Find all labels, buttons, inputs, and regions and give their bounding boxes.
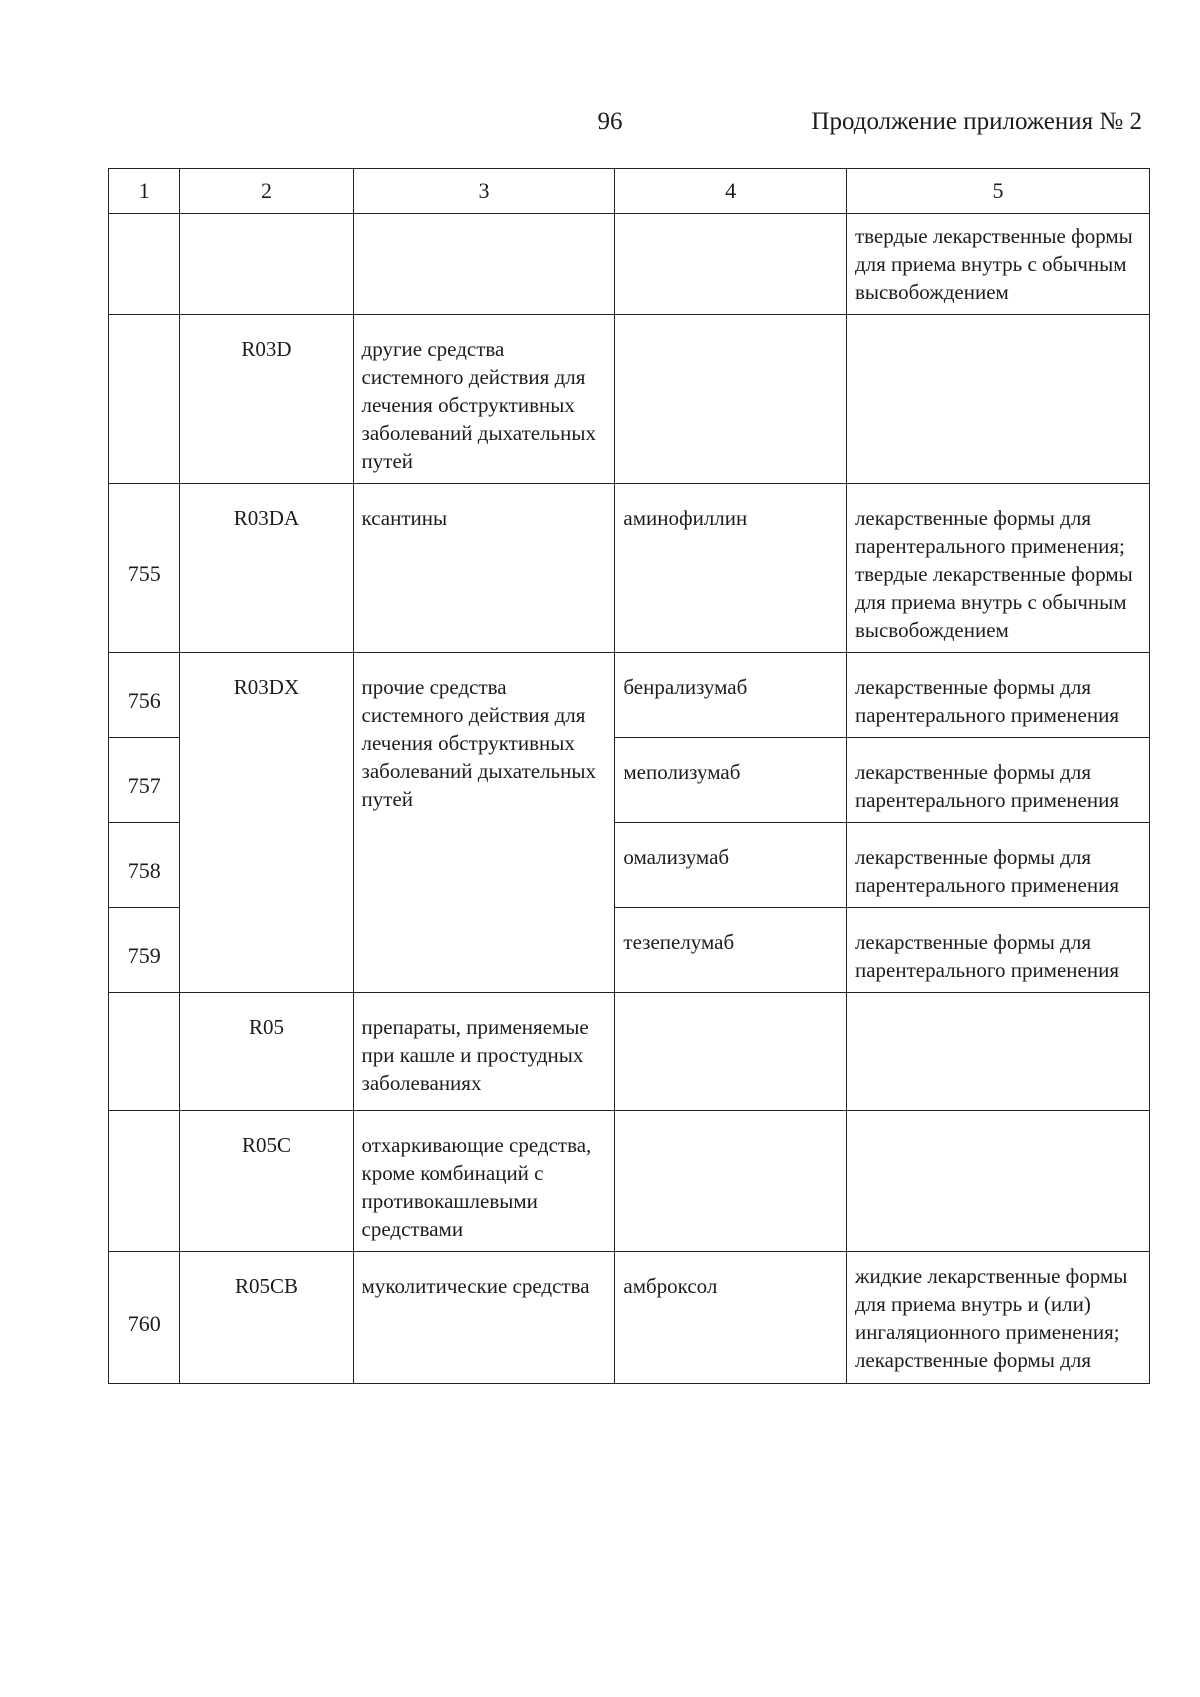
atc-code: R05CB <box>180 1252 353 1384</box>
atc-group: прочие средства системного действия для лечения обструктивных заболеваний дыхательных путей <box>353 653 615 993</box>
column-header-5: 5 <box>846 169 1149 214</box>
drug-name: аминофиллин <box>615 484 847 653</box>
atc-group: ксантины <box>353 484 615 653</box>
dosage-form-line: жидкие лекарственные формы для приема внутрь и (или) ингаляционного применения; <box>854 1264 1128 1344</box>
row-number <box>109 214 180 315</box>
column-header-4: 4 <box>615 169 847 214</box>
table-row <box>109 1252 1150 1384</box>
page-number: 96 <box>597 108 623 135</box>
row-number: 758 <box>109 823 180 908</box>
atc-code: R03DA <box>180 484 353 653</box>
dosage-form: твердые лекарственные формы для приема внутрь с обычным высвобождением <box>846 214 1149 315</box>
table-row <box>109 484 1150 653</box>
dosage-form: лекарственные формы для парентерального применения <box>846 823 1149 908</box>
dosage-form <box>846 484 1149 653</box>
drug-name <box>615 315 847 484</box>
drug-name: тезепелумаб <box>615 908 847 993</box>
atc-code: R05C <box>180 1111 353 1252</box>
dosage-form: лекарственные формы для парентерального применения <box>846 738 1149 823</box>
table-row <box>109 653 1150 738</box>
atc-group: отхаркивающие средства, кроме комбинаций с противокашлевыми средствами <box>353 1111 615 1252</box>
row-number: 760 <box>109 1252 180 1384</box>
drug-name <box>615 1111 847 1252</box>
atc-code <box>180 214 353 315</box>
dosage-form <box>846 315 1149 484</box>
atc-code: R05 <box>180 993 353 1111</box>
atc-group: муколитические средства <box>353 1252 615 1384</box>
table-row <box>109 1111 1150 1252</box>
atc-group: другие средства системного действия для лечения обструктивных заболеваний дыхательных путей <box>353 315 615 484</box>
table-header-row <box>109 169 1150 214</box>
row-number: 757 <box>109 738 180 823</box>
atc-code: R03DX <box>180 653 353 993</box>
row-number <box>109 993 180 1111</box>
row-number <box>109 315 180 484</box>
dosage-form-line: лекарственные формы для <box>854 1348 1091 1372</box>
drug-name: меполизумаб <box>615 738 847 823</box>
table-row <box>109 315 1150 484</box>
table-row <box>109 993 1150 1111</box>
atc-group <box>353 214 615 315</box>
drug-name: амброксол <box>615 1252 847 1384</box>
column-header-1: 1 <box>109 169 180 214</box>
dosage-form: лекарственные формы для парентерального применения <box>846 908 1149 993</box>
table-row <box>109 214 1150 315</box>
atc-code: R03D <box>180 315 353 484</box>
appendix-continuation-note: Продолжение приложения № 2 <box>811 108 1142 135</box>
dosage-form: лекарственные формы для парентерального применения <box>846 653 1149 738</box>
row-number: 756 <box>109 653 180 738</box>
dosage-form-line: твердые лекарственные формы для приема внутрь с обычным высвобождением <box>854 562 1133 642</box>
drug-list-table <box>108 168 1150 1384</box>
drug-name <box>615 993 847 1111</box>
dosage-form <box>846 1111 1149 1252</box>
drug-name: бенрализумаб <box>615 653 847 738</box>
column-header-2: 2 <box>180 169 353 214</box>
atc-group: препараты, применяемые при кашле и простудных заболеваниях <box>353 993 615 1111</box>
row-number: 755 <box>109 484 180 653</box>
dosage-form-line: лекарственные формы для парентерального применения; <box>854 506 1125 558</box>
column-header-3: 3 <box>353 169 615 214</box>
drug-name <box>615 214 847 315</box>
row-number <box>109 1111 180 1252</box>
dosage-form <box>846 1252 1149 1384</box>
row-number: 759 <box>109 908 180 993</box>
dosage-form <box>846 993 1149 1111</box>
drug-name: омализумаб <box>615 823 847 908</box>
